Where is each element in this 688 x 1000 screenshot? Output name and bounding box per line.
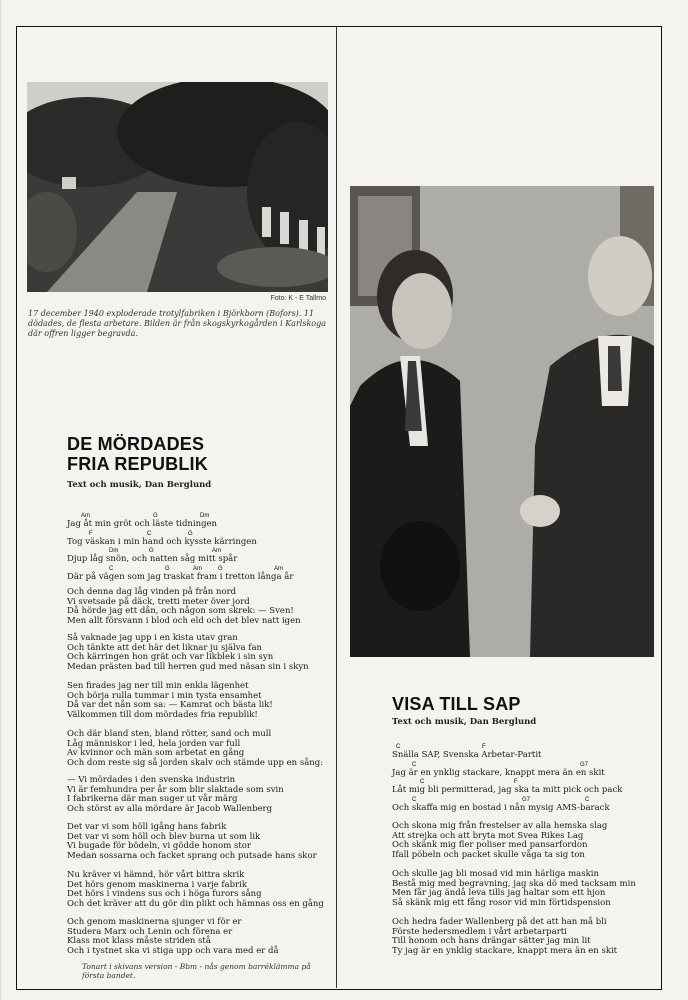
lyric-line: — Vi mördades i den svenska industrin	[67, 775, 236, 785]
lyric-line: Det var vi som höll och blev burna ut som lik	[67, 831, 261, 842]
chord: G	[218, 565, 223, 572]
lyric-line: Så vaknade jag upp i en kista utav gran	[67, 633, 238, 643]
chord: Dm	[109, 548, 119, 555]
lyric-line: Förste hedersmedlem i vårt arbetarparti	[392, 926, 567, 937]
lyric-line: Då hörde jag ett dån, och någon som skrek: — Sven!	[67, 606, 294, 617]
stanza-9-left	[67, 918, 332, 956]
chord: Am	[193, 565, 202, 572]
chord: C	[412, 796, 417, 803]
lyric-line: Studera Marx och Lenin och förena er	[67, 926, 233, 937]
lyric-line: Av kvinnor och män som arbetat en gång	[67, 748, 245, 759]
lyric-line: Och skulle jag bli mosad vid min härliga maskin	[392, 869, 599, 879]
lyric-line: Där på vägen som jag traskat fram i tretton långa år	[67, 571, 294, 582]
chord: F	[89, 530, 93, 537]
lyric-line: Jag är en ynklig stackare, knappt mera än en skit	[392, 767, 605, 778]
chord: G	[153, 513, 158, 519]
stanza-2-right	[392, 822, 654, 860]
fold-line	[0, 0, 1, 1000]
lyric-line: Det hörs genom maskinerna i varje fabrik	[67, 879, 247, 890]
lyric-line: Så skänk mig ett fång rosor vid min förtidspension	[392, 897, 611, 908]
chord: C	[585, 796, 590, 803]
lyric-line: Medan prästen bad till herren gud med näsan sin i skyn	[67, 661, 309, 672]
lyric-line: Det var vi som höll igång hans fabrik	[67, 822, 227, 832]
chord: C	[147, 530, 152, 537]
photo-credit: Foto: K - E Tallmo	[270, 295, 326, 302]
chord: C	[420, 779, 425, 786]
lyric-line: Och tänkte att det här det liknar ju själva fan	[67, 642, 262, 653]
stanza-3-left	[67, 634, 332, 672]
chord: G	[165, 565, 170, 572]
lyric-line: Bestå mig med begravning, jag ska dö med tacksam min	[392, 878, 636, 889]
stanza-1-left	[67, 512, 332, 582]
song-title-left	[67, 434, 327, 474]
lyric-line: Välkommen till dom mördades fria republik!	[67, 709, 258, 720]
lyric-line: Vi svetsade på däck, tretti meter över jord	[67, 596, 250, 607]
chord: F	[514, 779, 518, 786]
song-title-right: VISA TILL SAP	[392, 694, 521, 714]
stanza-6-left	[67, 776, 332, 814]
stanza-3-right	[392, 870, 654, 908]
lyric-line: Och störst av alla mördare är Jacob Wallenberg	[67, 803, 273, 814]
stanza-1-right	[392, 743, 654, 813]
chord: C	[109, 565, 114, 572]
chord: C	[396, 744, 401, 750]
byline-left: Text och musik, Dan Berglund	[67, 480, 212, 490]
title-line-1: DE MÖRDADES	[67, 434, 205, 454]
lyric-line: Men allt försvann i blod och eld och det blev natt igen	[67, 615, 301, 626]
chord: Am	[274, 565, 283, 572]
footnote: Tonart i skivans version - Bbm - nås genom barréklämma på första bandet.	[82, 962, 311, 980]
stanza-7-left	[67, 823, 332, 861]
chord: G	[149, 548, 154, 555]
title-line-2: FRIA REPUBLIK	[67, 454, 208, 474]
stanza-4-right	[392, 918, 654, 956]
lyric-line: Snälla SAP, Svenska Arbetar-Partit	[392, 750, 542, 760]
stanza-5-left	[67, 730, 332, 768]
lyric-line: Låt mig bli permitterad, jag ska ta mitt pick och pack	[392, 785, 623, 796]
lyric-line: Och skänk mig fler poliser med pansarfordon	[392, 840, 588, 851]
lyric-line: Det hörs i vindens sus och i höga furors sång	[67, 889, 262, 900]
lyric-line: Då var det nån som sa: — Kamrat och bästa lik!	[67, 700, 273, 711]
stanza-2-left	[67, 588, 332, 626]
lyric-line: Och börja rulla tummar i min tysta ensamhet	[67, 690, 262, 701]
two-men-illustration	[350, 186, 654, 657]
lyric-line: Tog väskan i min hand och kysste kärringen	[67, 536, 257, 547]
chord: Am	[81, 513, 90, 519]
column-divider	[336, 26, 337, 988]
cemetery-photo	[27, 82, 328, 292]
lyric-line: Nu kräver vi hämnd, hör vårt bittra skrik	[67, 870, 245, 880]
lyric-line: Medan sossarna och facket sprang och putsade hans skor	[67, 850, 317, 861]
lyric-line: Ifall pöbeln och packet skulle våga ta sig ton	[392, 849, 585, 860]
lyric-line: Och kärringen hon grät och var likblek i sin syn	[67, 652, 274, 663]
lyric-line: Att strejka och att bryta mot Svea Rikes Lag	[392, 830, 584, 841]
lyric-line: Sen firades jag ner till min enkla lägenhet	[67, 681, 249, 691]
chord: Am	[212, 548, 221, 555]
stanza-4-left	[67, 682, 332, 720]
chord: C	[412, 761, 417, 768]
lyric-line: Och hedra fader Wallenberg på det att han må bli	[392, 917, 607, 927]
cemetery-illustration	[27, 82, 328, 292]
byline-right: Text och musik, Dan Berglund	[392, 717, 537, 727]
lyric-line: I fabrikerna där man suger ut vår märg	[67, 794, 238, 805]
chord: F	[482, 744, 486, 750]
lyric-line: Men får jag ändå leva tills jag haltar som ett hjon	[392, 888, 606, 899]
lyric-line: Jag åt min gröt och läste tidningen	[67, 519, 218, 529]
lyric-line: Djup låg snön, och natten såg mitt spår	[67, 554, 238, 565]
lyric-line: Och denna dag låg vinden på från nord	[67, 587, 237, 597]
lyric-line: Och dom reste sig så jorden skalv och stämde upp en sång:	[67, 757, 324, 768]
lyric-line: Låg människor i led, hela jorden var full	[67, 738, 241, 749]
chord: Dm	[200, 513, 210, 519]
stanza-8-left	[67, 871, 332, 909]
lyric-line: Klass mot klass måste striden stå	[67, 936, 211, 947]
lyric-line: Och genom maskinerna sjunger vi för er	[67, 917, 242, 927]
lyric-line: Och där bland sten, bland rötter, sand och mull	[67, 729, 272, 739]
lyric-line: Vi bugade för bödeln, vi gödde honom stor	[67, 841, 251, 852]
lyric-line: Vi är femhundra per år som blir slaktade som svin	[67, 784, 284, 795]
lyric-line: Ty jag är en ynklig stackare, knappt mera än en skit	[392, 945, 618, 956]
lyric-line: Och skaffa mig en bostad i nån mysig AMS-barack	[392, 802, 610, 813]
photo-caption: 17 december 1940 exploderade trotylfabriken i Björkborn (Bofors). 11 dödades, de flesta arbetare. Bilden är från skogskyrkogården i Karlskoga där offren ligger begravda.	[28, 309, 326, 338]
lyric-line: Och i tystnet ska vi stiga upp och vara med er då	[67, 945, 279, 956]
two-men-photo	[350, 186, 654, 657]
chord: G	[188, 530, 193, 537]
chord: G7	[522, 796, 531, 803]
chord: G7	[580, 761, 589, 768]
lyric-line: Och skona mig från frestelser av alla hemska slag	[392, 821, 608, 831]
lyric-line: Och det kräver att du gör din plikt och hämnas oss en gång	[67, 898, 324, 909]
lyric-line: Till honom och hans drängar sätter jag min lit	[392, 936, 591, 947]
